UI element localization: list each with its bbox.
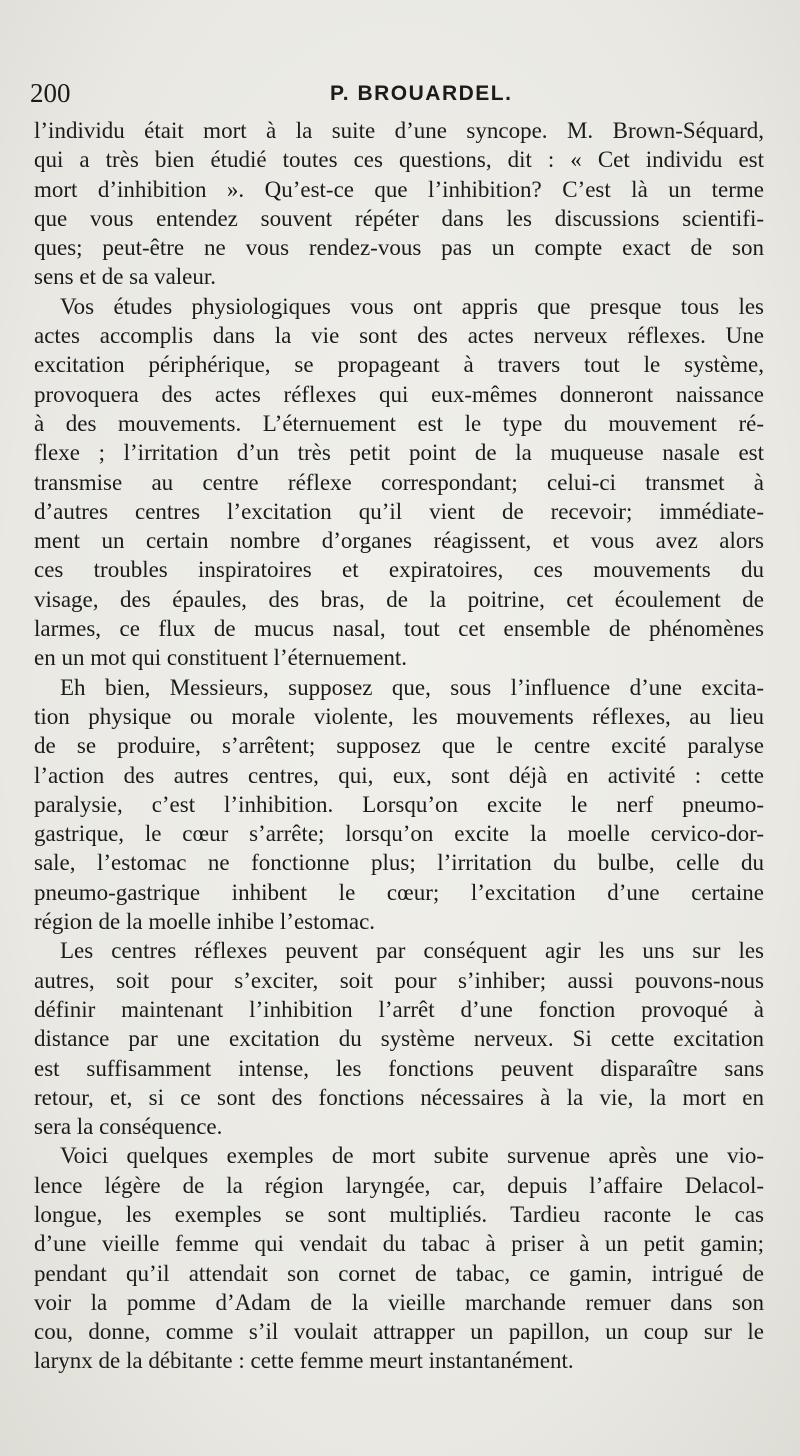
text-line: Vos études physiologiques vous ont appris que presque tous les: [60, 293, 764, 319]
text-line: autres, soit pour s’exciter, soit pour s’inhiber; aussi pouvons-nous: [34, 967, 764, 993]
text-line: larynx de la débitante : cette femme meurt instantanément.: [34, 1348, 574, 1374]
text-line: qui a très bien étudié toutes ces questions, dit : « Cet individu est: [34, 147, 764, 173]
text-line: sera la conséquence.: [34, 1114, 223, 1140]
text-line: en un mot qui constituent l’éternuement.: [34, 645, 408, 671]
text-line: cou, donne, comme s’il voulait attrapper un papillon, un coup sur le: [34, 1319, 764, 1345]
running-head: P. BROUARDEL.: [330, 82, 513, 105]
text-line: lence légère de la région laryngée, car, depuis l’affaire Delacol-: [34, 1172, 764, 1198]
text-line: ment un certain nombre d’organes réagissent, et vous avez alors: [34, 528, 764, 554]
text-line: retour, et, si ce sont des fonctions nécessaires à la vie, la mort en: [34, 1084, 764, 1110]
text-line: tion physique ou morale violente, les mouvements réflexes, au lieu: [34, 703, 764, 729]
text-line: de se produire, s’arrêtent; supposez que le centre excité paralyse: [34, 733, 764, 759]
page-header: [30, 78, 770, 112]
text-line: paralysie, c’est l’inhibition. Lorsqu’on excite le nerf pneumo-: [34, 791, 764, 817]
text-line: visage, des épaules, des bras, de la poitrine, cet écoulement de: [34, 586, 764, 612]
body-text: [34, 116, 764, 1376]
text-line: région de la moelle inhibe l’estomac.: [34, 909, 376, 935]
text-line: ces troubles inspiratoires et expiratoires, ces mouvements du: [34, 557, 764, 583]
text-line: que vous entendez souvent répéter dans les discussions scientifi-: [34, 205, 764, 231]
text-line: flexe ; l’irritation d’un très petit point de la muqueuse nasale est: [34, 440, 764, 466]
text-line: ques; peut-être ne vous rendez-vous pas un compte exact de son: [34, 235, 764, 261]
text-line: voir la pomme d’Adam de la vieille marchande remuer dans son: [34, 1289, 764, 1315]
text-line: d’autres centres l’excitation qu’il vient de recevoir; immédiate-: [34, 498, 764, 524]
text-line: distance par une excitation du système nerveux. Si cette excitation: [34, 1026, 764, 1052]
text-line: larmes, ce flux de mucus nasal, tout cet ensemble de phénomènes: [34, 616, 764, 642]
page-number: 200: [30, 78, 71, 108]
text-line: est suffisamment intense, les fonctions peuvent disparaître sans: [34, 1055, 764, 1081]
text-line: gastrique, le cœur s’arrête; lorsqu’on excite la moelle cervico-dor-: [34, 821, 764, 847]
text-line: actes accomplis dans la vie sont des actes nerveux réflexes. Une: [34, 323, 764, 349]
text-line: longue, les exemples se sont multipliés. Tardieu raconte le cas: [34, 1201, 764, 1227]
text-line: excitation périphérique, se propageant à travers tout le système,: [34, 352, 764, 378]
text-line: provoquera des actes réflexes qui eux-mêmes donneront naissance: [34, 381, 764, 407]
text-line: pneumo-gastrique inhibent le cœur; l’excitation d’une certaine: [34, 879, 764, 905]
text-line: l’action des autres centres, qui, eux, sont déjà en activité : cette: [34, 762, 764, 788]
text-line: Voici quelques exemples de mort subite survenue après une vio-: [60, 1143, 764, 1169]
text-line: Eh bien, Messieurs, supposez que, sous l’influence d’une excita-: [60, 674, 764, 700]
text-line: pendant qu’il attendait son cornet de tabac, ce gamin, intrigué de: [34, 1260, 764, 1286]
text-line: sens et de sa valeur.: [34, 264, 217, 290]
text-line: sale, l’estomac ne fonctionne plus; l’irritation du bulbe, celle du: [34, 850, 764, 876]
text-line: définir maintenant l’inhibition l’arrêt d’une fonction provoqué à: [34, 996, 764, 1022]
text-line: à des mouvements. L’éternuement est le type du mouvement ré-: [34, 410, 764, 436]
text-line: Les centres réflexes peuvent par conséquent agir les uns sur les: [60, 938, 764, 964]
text-line: mort d’inhibition ». Qu’est-ce que l’inhibition? C’est là un terme: [34, 176, 764, 202]
text-line: transmise au centre réflexe correspondant; celui-ci transmet à: [34, 469, 764, 495]
text-line: l’individu était mort à la suite d’une syncope. M. Brown-Séquard,: [34, 118, 764, 143]
text-line: d’une vieille femme qui vendait du tabac à priser à un petit gamin;: [34, 1231, 764, 1257]
